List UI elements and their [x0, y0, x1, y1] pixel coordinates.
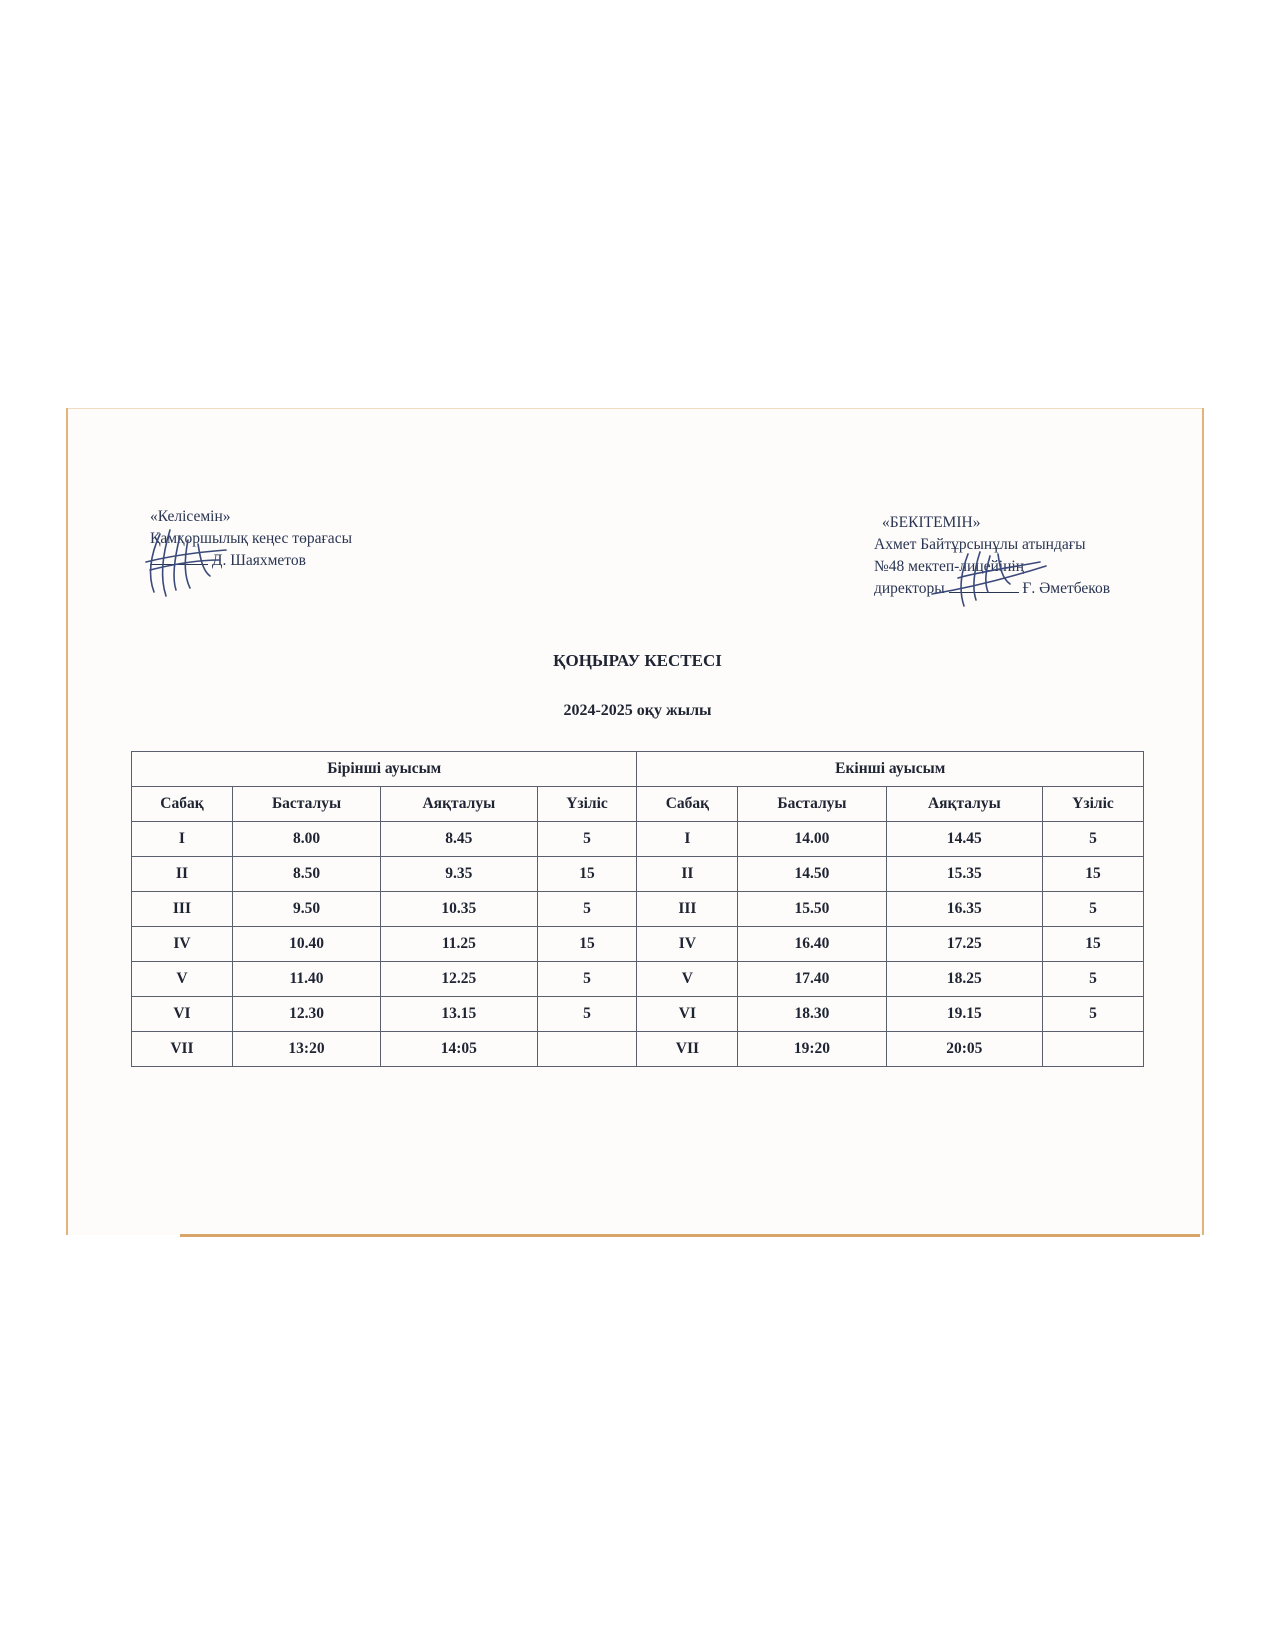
- table-cell: 14.00: [738, 822, 886, 857]
- column-header: Аяқталуы: [886, 787, 1042, 822]
- table-cell: 19:20: [738, 1032, 886, 1067]
- shift-2-header: Екінші ауысым: [637, 752, 1144, 787]
- table-cell: 15: [537, 857, 637, 892]
- table-cell: 8.50: [232, 857, 380, 892]
- table-cell: II: [132, 857, 233, 892]
- table-cell: 19.15: [886, 997, 1042, 1032]
- table-cell: 16.35: [886, 892, 1042, 927]
- shift-header-row: [132, 752, 1144, 787]
- shift-1-header: Бірінші ауысым: [132, 752, 637, 787]
- table-cell: 11.25: [381, 927, 537, 962]
- column-header-row: [132, 787, 1144, 822]
- column-header: Сабақ: [132, 787, 233, 822]
- table-row: [132, 927, 1144, 962]
- document-title: ҚОҢЫРАУ КЕСТЕСІ: [553, 651, 722, 670]
- table-cell: 18.25: [886, 962, 1042, 997]
- table-cell: 15: [1043, 927, 1144, 962]
- agreement-position: Қамқоршылық кеңес төрағасы: [150, 530, 352, 547]
- table-cell: 5: [1043, 997, 1144, 1032]
- column-header: Басталуы: [232, 787, 380, 822]
- table-cell: VII: [132, 1032, 233, 1067]
- table-cell: 14:05: [381, 1032, 537, 1067]
- table-row: [132, 1032, 1144, 1067]
- table-cell: 10.35: [381, 892, 537, 927]
- table-cell: 5: [1043, 892, 1144, 927]
- table-cell: 5: [537, 962, 637, 997]
- table-cell: 17.40: [738, 962, 886, 997]
- table-row: [132, 822, 1144, 857]
- table-cell: IV: [132, 927, 233, 962]
- bell-schedule-table: [131, 751, 1144, 1067]
- table-cell: V: [132, 962, 233, 997]
- table-cell: III: [132, 892, 233, 927]
- table-cell: 15: [537, 927, 637, 962]
- table-cell: 11.40: [232, 962, 380, 997]
- table-cell: 5: [1043, 962, 1144, 997]
- table-cell: IV: [637, 927, 738, 962]
- approval-line-1: Ахмет Байтұрсынұлы атындағы: [874, 536, 1086, 553]
- table-cell: 9.35: [381, 857, 537, 892]
- table-cell: 13.15: [381, 997, 537, 1032]
- right-signature-scribble: [928, 548, 1048, 610]
- column-header: Сабақ: [637, 787, 738, 822]
- table-cell: V: [637, 962, 738, 997]
- table-cell: 5: [537, 997, 637, 1032]
- table-row: [132, 857, 1144, 892]
- column-header: Үзіліс: [537, 787, 637, 822]
- column-header: Үзіліс: [1043, 787, 1144, 822]
- table-cell: 10.40: [232, 927, 380, 962]
- table-cell: 8.45: [381, 822, 537, 857]
- agreement-name: Д. Шаяхметов: [211, 552, 306, 569]
- approval-line-3: директоры: [874, 580, 945, 597]
- table-cell: I: [132, 822, 233, 857]
- table-cell: 16.40: [738, 927, 886, 962]
- table-cell: 20:05: [886, 1032, 1042, 1067]
- table-cell: 8.00: [232, 822, 380, 857]
- academic-year: 2024-2025 оқу жылы: [563, 702, 712, 719]
- table-cell: II: [637, 857, 738, 892]
- table-cell: 14.45: [886, 822, 1042, 857]
- sheet-bottom-edge: [180, 1234, 1200, 1237]
- agreement-heading: «Келісемін»: [150, 508, 231, 525]
- table-cell: [537, 1032, 637, 1067]
- table-cell: 9.50: [232, 892, 380, 927]
- approval-heading: «БЕКІТЕМІН»: [882, 514, 981, 531]
- left-signature-scribble: [140, 526, 230, 598]
- table-cell: [1043, 1032, 1144, 1067]
- table-cell: I: [637, 822, 738, 857]
- column-header: Басталуы: [738, 787, 886, 822]
- approval-name: Ғ. Әметбеков: [1022, 580, 1111, 597]
- table-cell: VI: [132, 997, 233, 1032]
- column-header: Аяқталуы: [381, 787, 537, 822]
- table-row: [132, 962, 1144, 997]
- table-cell: 5: [537, 822, 637, 857]
- table-cell: VI: [637, 997, 738, 1032]
- table-cell: 13:20: [232, 1032, 380, 1067]
- table-cell: 5: [1043, 822, 1144, 857]
- table-cell: 15: [1043, 857, 1144, 892]
- table-cell: VII: [637, 1032, 738, 1067]
- table-cell: 12.25: [381, 962, 537, 997]
- table-cell: 18.30: [738, 997, 886, 1032]
- table-cell: 15.50: [738, 892, 886, 927]
- table-cell: 12.30: [232, 997, 380, 1032]
- table-row: [132, 892, 1144, 927]
- table-cell: 15.35: [886, 857, 1042, 892]
- approval-line-2: №48 мектеп-лицейінің: [874, 558, 1024, 575]
- table-cell: 17.25: [886, 927, 1042, 962]
- table-cell: 14.50: [738, 857, 886, 892]
- table-cell: 5: [537, 892, 637, 927]
- table-cell: III: [637, 892, 738, 927]
- table-row: [132, 997, 1144, 1032]
